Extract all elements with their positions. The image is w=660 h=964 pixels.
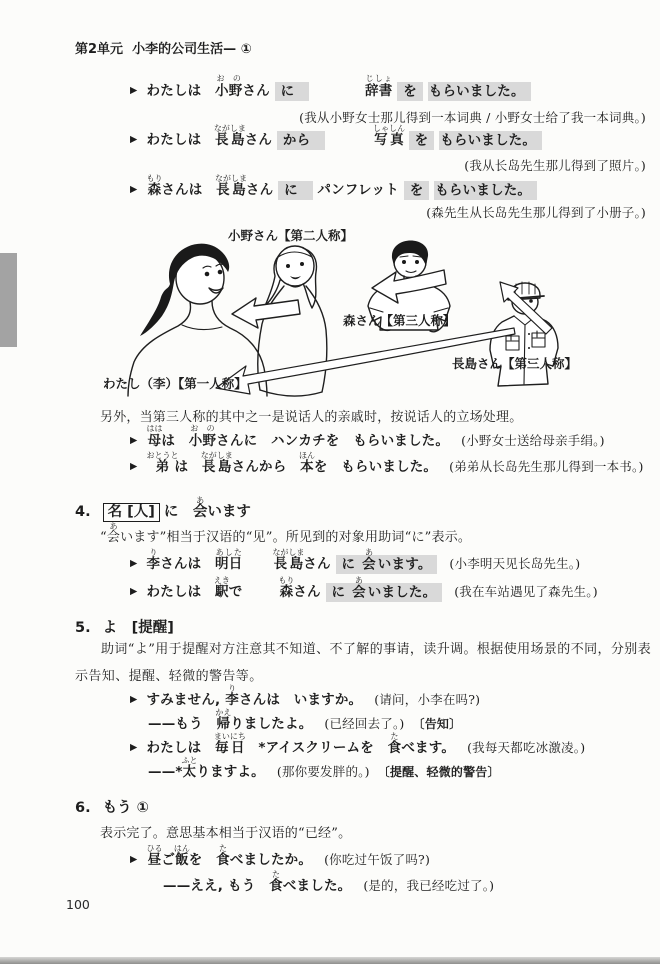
inline-translation: (请问，小李在吗?) [374,692,481,707]
inline-translation: (我每天都吃冰激凌。) [467,740,586,755]
usage-tag: 〔告知〕 [412,717,462,731]
example-jp-line [130,174,537,198]
jp-sentence: すみません, 李りさんは いますか。 [146,684,363,708]
section-description: “会あいます”相当于汉语的“见”。所见到的对象用助词“に”表示。 [100,522,472,545]
inline-translation: (已经回去了。) [324,716,405,731]
figure-label-nagashima: 長島さん【第三人称】 [452,356,578,371]
example-jp-line [130,548,580,572]
unit-title: 小李的公司生活— ① [132,42,252,57]
page-edge-tab [0,253,17,347]
section-number: 6. [75,800,91,816]
inline-translation: (弟弟从长岛先生那儿得到一本书。) [449,459,644,474]
reply-jp-line [148,756,500,780]
jp-sentence: ——もう 帰かえりましたよ。 [148,708,313,732]
reply-jp-line [148,708,461,732]
reply-jp-line [163,870,494,894]
jp-sentence: わたしは 小野お のさん に 辞書じしょ を もらいました。 [146,74,530,99]
example-jp-line [130,424,605,449]
section-number: 5. [75,620,91,636]
inline-translation: (那你要发胖的。) [276,764,370,779]
bullet-icon: ▶ [130,558,138,569]
unit-number: 第2单元 [75,42,124,57]
section-number: 4. [75,504,91,520]
jp-sentence: わたしは 駅えきで 森もりさん に 会あいました。 [146,576,442,600]
bullet-icon: ▶ [130,435,138,446]
example-jp-line [130,576,598,600]
example-jp-line [130,732,585,756]
example-jp-line [130,74,531,99]
jp-sentence: 李りさんは 明日あした長島ながしまさん に 会あいます。 [146,548,437,572]
jp-sentence: わたしは 毎日まいにち *アイスクリームを 食たべます。 [146,732,456,756]
inline-translation: (我在车站遇见了森先生。) [454,584,598,599]
section-title: に 会あいます [163,496,251,520]
bullet-icon: ▶ [130,184,138,195]
jp-sentence: 弟おとうとは 長島ながしまさんから 本ほんを もらいました。 [146,451,438,475]
inline-translation: (你吃过午饭了吗?) [324,852,431,867]
jp-sentence: ——ええ, もう 食たべました。 [163,870,352,894]
bullet-icon: ▶ [130,461,138,472]
figure-label-mori: 森さん【第三人称】 [343,313,456,328]
jp-sentence: 森もりさんは 長島ながしまさん に パンフレット を もらいました。 [146,174,537,198]
jp-sentence: ——*太ふとりますよ。 [148,756,265,780]
figure-label-ono: 小野さん【第二人称】 [228,228,354,243]
example-jp-line [130,684,480,708]
section-description: 表示完了。意思基本相当于汉语的“已经”。 [100,826,352,841]
bullet-icon: ▶ [130,694,138,705]
page-number: 100 [66,897,90,912]
section-heading-6 [75,796,149,817]
bullet-icon: ▶ [130,85,138,96]
section-heading-5 [75,616,174,637]
bullet-icon: ▶ [130,854,138,865]
section-paragraph: 助词“よ”用于提醒对方注意其不知道、不了解的事请，读升调。根据使用场景的不同，分别表示告知、提醒、轻微的警告等。 [75,642,652,684]
jp-sentence: わたしは 長島ながしまさん から 写真しゃしん を もらいました。 [146,124,541,148]
jp-sentence: 昼ひるご飯はんを 食たべましたか。 [146,844,313,868]
translation-line: (我从长岛先生那儿得到了照片。) [464,158,646,173]
grammar-pattern-box: 名 [人] [103,503,160,522]
usage-tag: 〔提醒、轻微的警告〕 [377,765,500,779]
translation-line: (我从小野女士那儿得到一本词典 / 小野女士给了我一本词典。) [299,110,646,125]
figure-label-watashi: わたし（李）【第一人称】 [103,376,247,391]
section-heading-4 [75,496,251,521]
header-space [123,42,132,57]
translation-line: (森先生从长岛先生那儿得到了小册子。) [426,205,646,220]
inline-translation: (小野女士送给母亲手绢。) [461,433,605,448]
section-title: もう ① [102,800,149,816]
note-paragraph: 另外，当第三人称的其中之一是说话人的亲戚时，按说话人的立场处理。 [100,410,523,425]
bullet-icon: ▶ [130,742,138,753]
scan-bottom-edge [0,957,660,964]
section-title: よ [提醒] [102,620,174,636]
inline-translation: (是的，我已经吃过了。) [363,878,495,893]
page-header [75,38,252,57]
example-jp-line [130,844,430,868]
example-jp-line [130,124,542,148]
bullet-icon: ▶ [130,134,138,145]
jp-sentence: 母ははは 小野お のさんに ハンカチを もらいました。 [146,424,450,449]
inline-translation: (小李明天见长岛先生。) [449,556,581,571]
example-jp-line [130,451,644,475]
bullet-icon: ▶ [130,586,138,597]
